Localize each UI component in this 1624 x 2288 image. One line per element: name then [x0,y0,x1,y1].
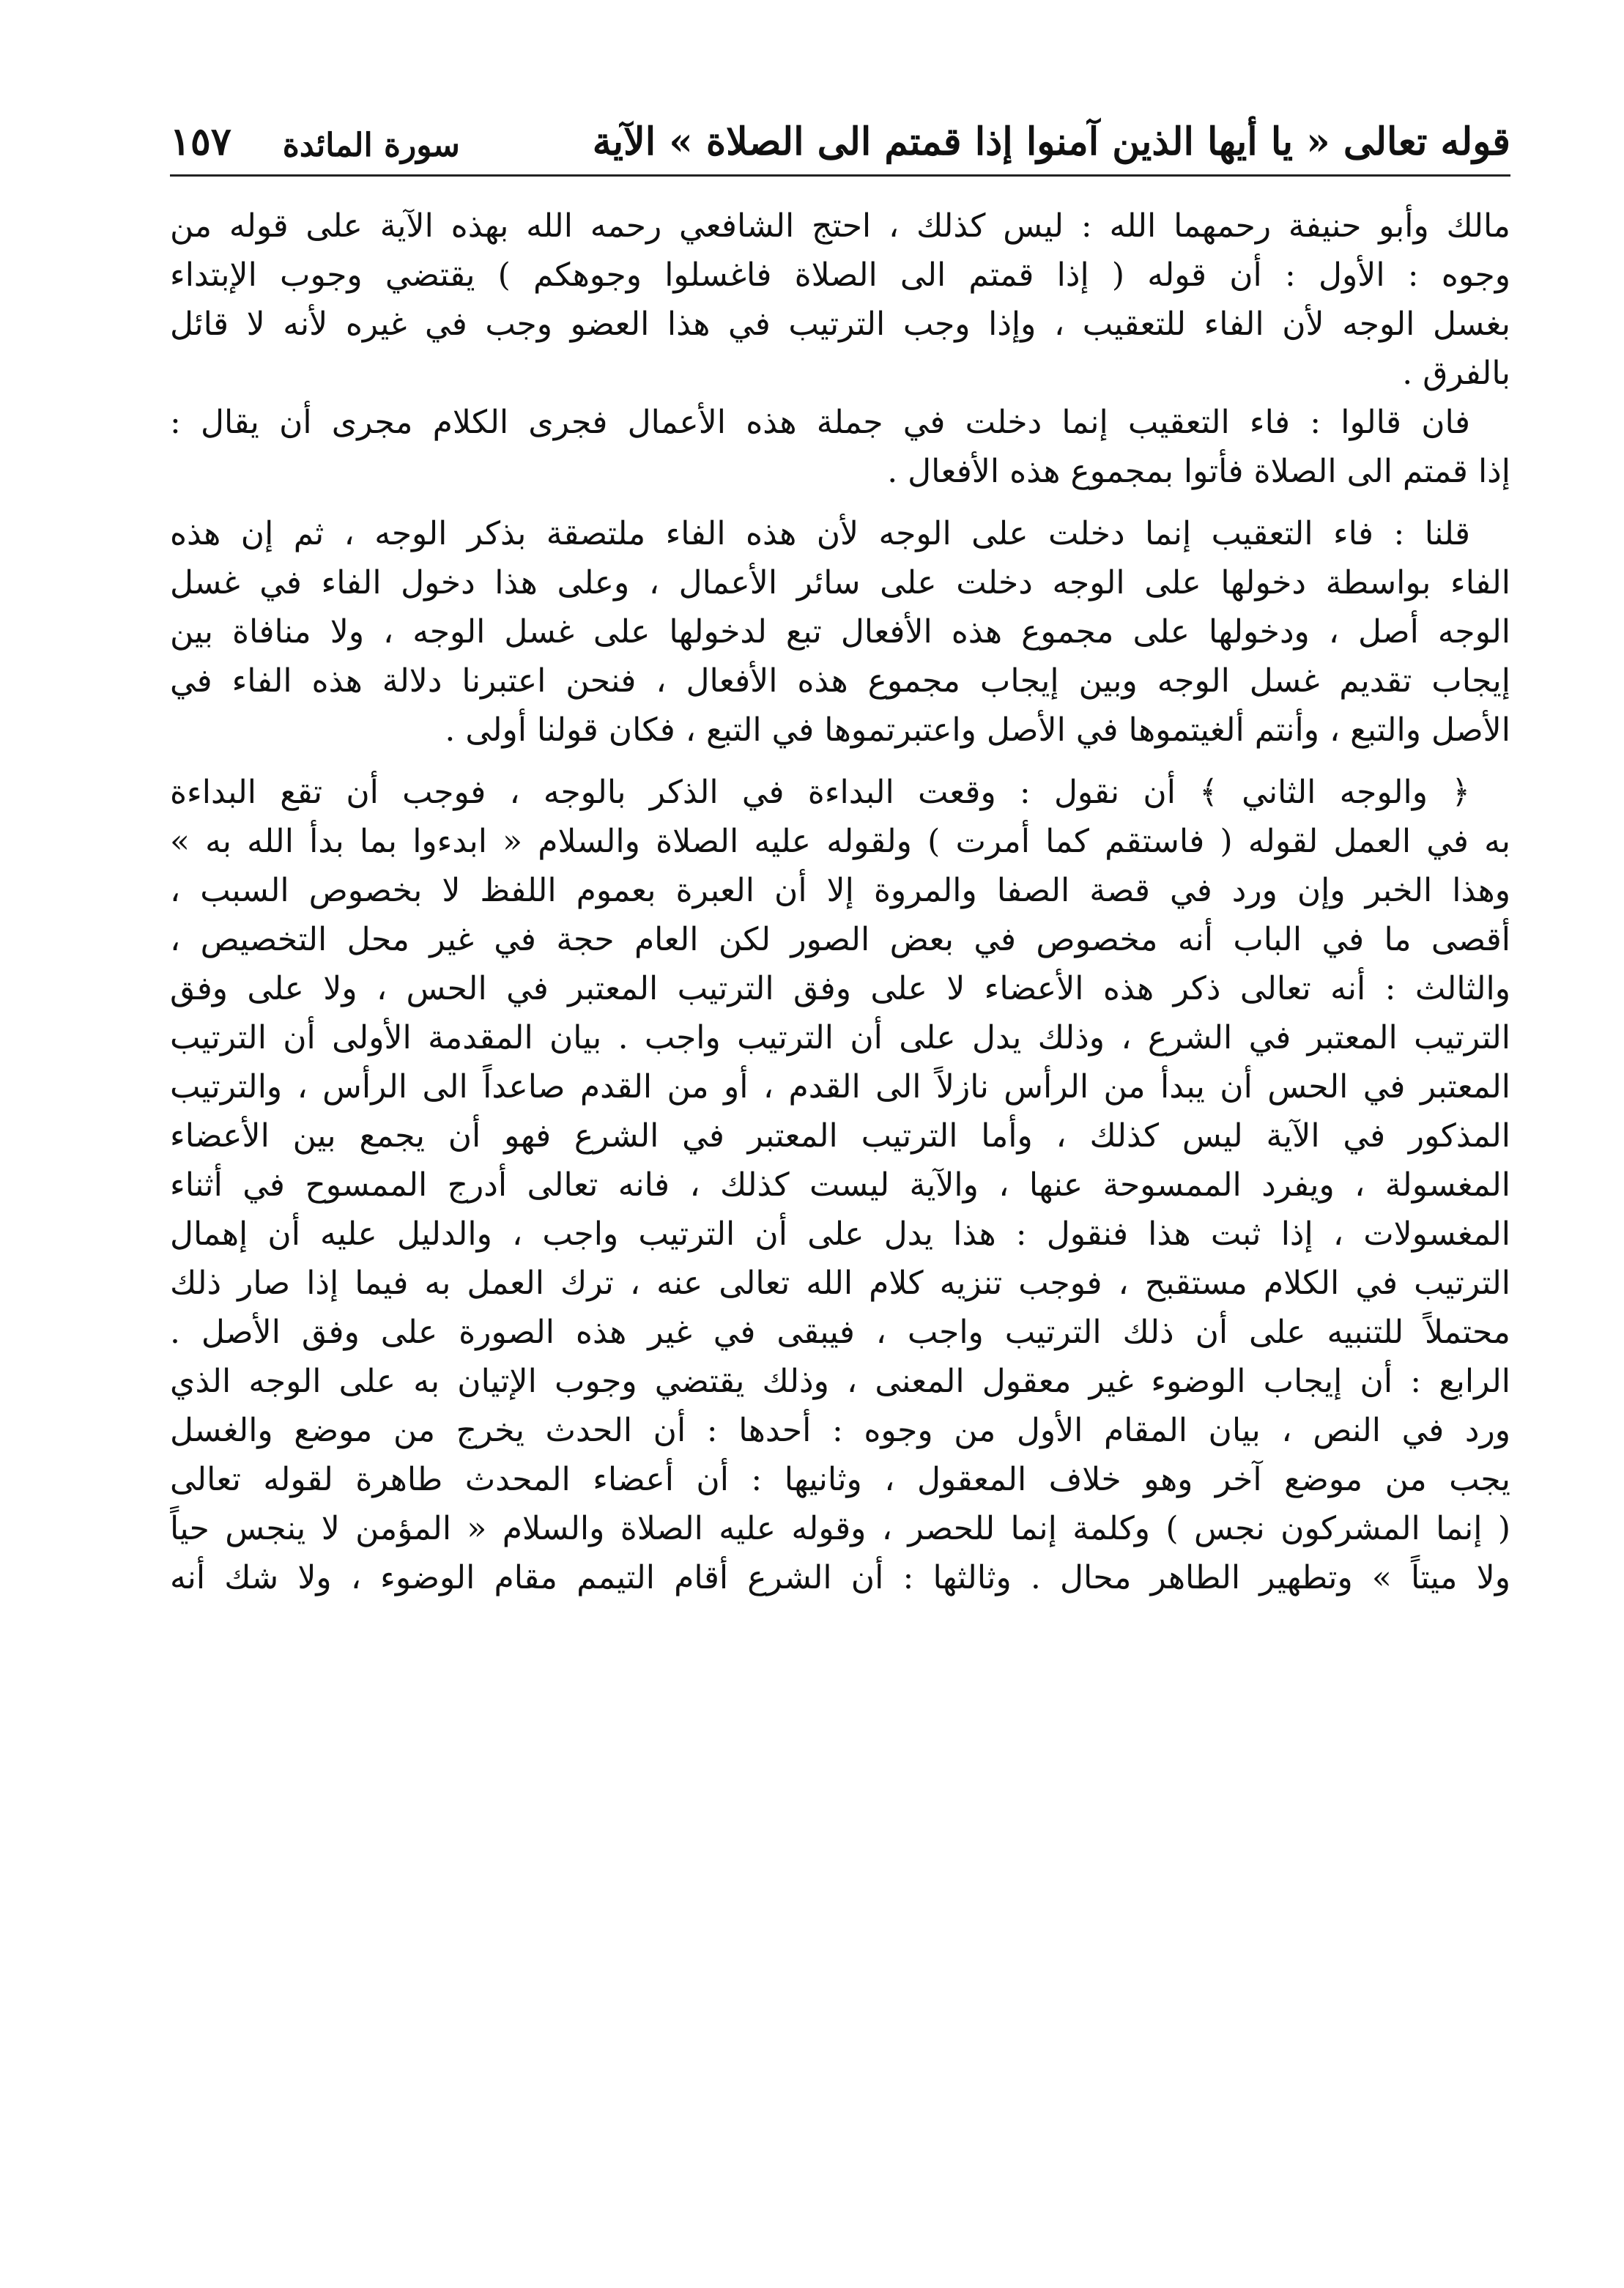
text-line: أقصى ما في الباب أنه مخصوص في بعض الصور لكن العام حجة في غير محل التخصيص ، [170,921,1510,958]
text-line: مالك وأبو حنيفة رحمهما الله : ليس كذلك ، احتج الشافعي رحمه الله بهذه الآية على قوله من [170,207,1510,245]
running-header [170,103,1510,177]
text-line: يجب من موضع آخر وهو خلاف المعقول ، وثانيها : أن أعضاء المحدث طاهرة لقوله تعالى [170,1461,1510,1498]
text-line: بالفرق . [1402,355,1510,392]
text-line: إذا قمتم الى الصلاة فأتوا بمجموع هذه الأفعال . [887,453,1510,490]
text-line: الترتيب في الكلام مستقبح ، فوجب تنزيه كلام الله تعالى عنه ، ترك العمل به فيما إذا صار ذلك [170,1265,1510,1302]
text-line: فان قالوا : فاء التعقيب إنما دخلت في جملة هذه الأعمال فجرى الكلام مجرى أن يقال : [170,404,1470,441]
body-text [170,201,1510,1602]
text-line: الوجه أصل ، ودخولها على مجموع هذه الأفعال تبع لدخولها على غسل الوجه ، ولا منافاة بين [170,613,1510,651]
text-line: ورد في النص ، بيان المقام الأول من وجوه : أحدها : أن الحدث يخرج من موضع والغسل [170,1412,1510,1449]
text-line: ولا ميتاً » وتطهير الطاهر محال . وثالثها : أن الشرع أقام التيمم مقام الوضوء ، ولا شك أنه [170,1559,1510,1596]
text-line: وجوه : الأول : أن قوله ( إذا قمتم الى الصلاة فاغسلوا وجوهكم ) يقتضي وجوب الإبتداء [170,256,1510,294]
text-line: وهذا الخبر وإن ورد في قصة الصفا والمروة إلا أن العبرة بعموم اللفظ لا بخصوص السبب ، [170,872,1510,909]
text-line: ﴿ والوجه الثاني ﴾ أن نقول : وقعت البداءة في الذكر بالوجه ، فوجب أن تقع البداءة [170,774,1470,811]
text-line: بغسل الوجه لأن الفاء للتعقيب ، وإذا وجب الترتيب في هذا العضو وجب في غيره لأنه لا قائل [170,306,1510,343]
text-line: المغسولات ، إذا ثبت هذا فنقول : هذا يدل على أن الترتيب واجب ، والدليل عليه أن إهمال [170,1215,1510,1253]
text-line: الفاء بواسطة دخولها على الوجه دخلت على سائر الأعمال ، وعلى هذا دخول الفاء في غسل [170,564,1510,601]
text-line: المغسولة ، ويفرد الممسوحة عنها ، والآية ليست كذلك ، فانه تعالى أدرج الممسوح في أثناء [170,1166,1510,1204]
page-number: ١٥٧ [170,119,231,164]
text-line: الأصل والتبع ، وأنتم ألغيتموها في الأصل واعتبرتموها في التبع ، فكان قولنا أولى . [445,711,1510,749]
text-line: محتملاً للتنبيه على أن ذلك الترتيب واجب ، فيبقى في غير هذه الصورة على وفق الأصل . [170,1314,1510,1351]
text-line: قلنا : فاء التعقيب إنما دخلت على الوجه لأن هذه الفاء ملتصقة بذكر الوجه ، ثم إن هذه [170,515,1470,552]
text-line: إيجاب تقديم غسل الوجه وبين إيجاب مجموع هذه الأفعال ، فنحن اعتبرنا دلالة هذه الفاء في [170,662,1510,700]
text-line: المذكور في الآية ليس كذلك ، وأما الترتيب المعتبر في الشرع فهو أن يجمع بين الأعضاء [170,1117,1510,1155]
surah-name: سورة المائدة [282,127,460,164]
text-line: المعتبر في الحس أن يبدأ من الرأس نازلاً الى القدم ، أو من القدم صاعداً الى الرأس ، والترتيب [170,1068,1510,1106]
text-line: ( إنما المشركون نجس ) وكلمة إنما للحصر ، وقوله عليه الصلاة والسلام « المؤمن لا ينجس حياً [170,1510,1510,1547]
paragraph-gap [170,496,1510,509]
text-line: به في العمل لقوله ( فاستقم كما أمرت ) ولقوله عليه الصلاة والسلام « ابدءوا بما بدأ الله به » [170,823,1510,860]
text-line: الترتيب المعتبر في الشرع ، وذلك يدل على أن الترتيب واجب . بيان المقدمة الأولى أن الترتيب [170,1019,1510,1056]
text-line: الرابع : أن إيجاب الوضوء غير معقول المعنى ، وذلك يقتضي وجوب الإتيان به على الوجه الذي [170,1363,1510,1400]
header-title: قوله تعالى « يا أيها الذين آمنوا إذا قمتم الى الصلاة » الآية [592,119,1510,164]
paragraph-gap [170,755,1510,768]
text-line: والثالث : أنه تعالى ذكر هذه الأعضاء لا على وفق الترتيب المعتبر في الحس ، ولا على وفق [170,970,1510,1007]
page [170,103,1510,1596]
